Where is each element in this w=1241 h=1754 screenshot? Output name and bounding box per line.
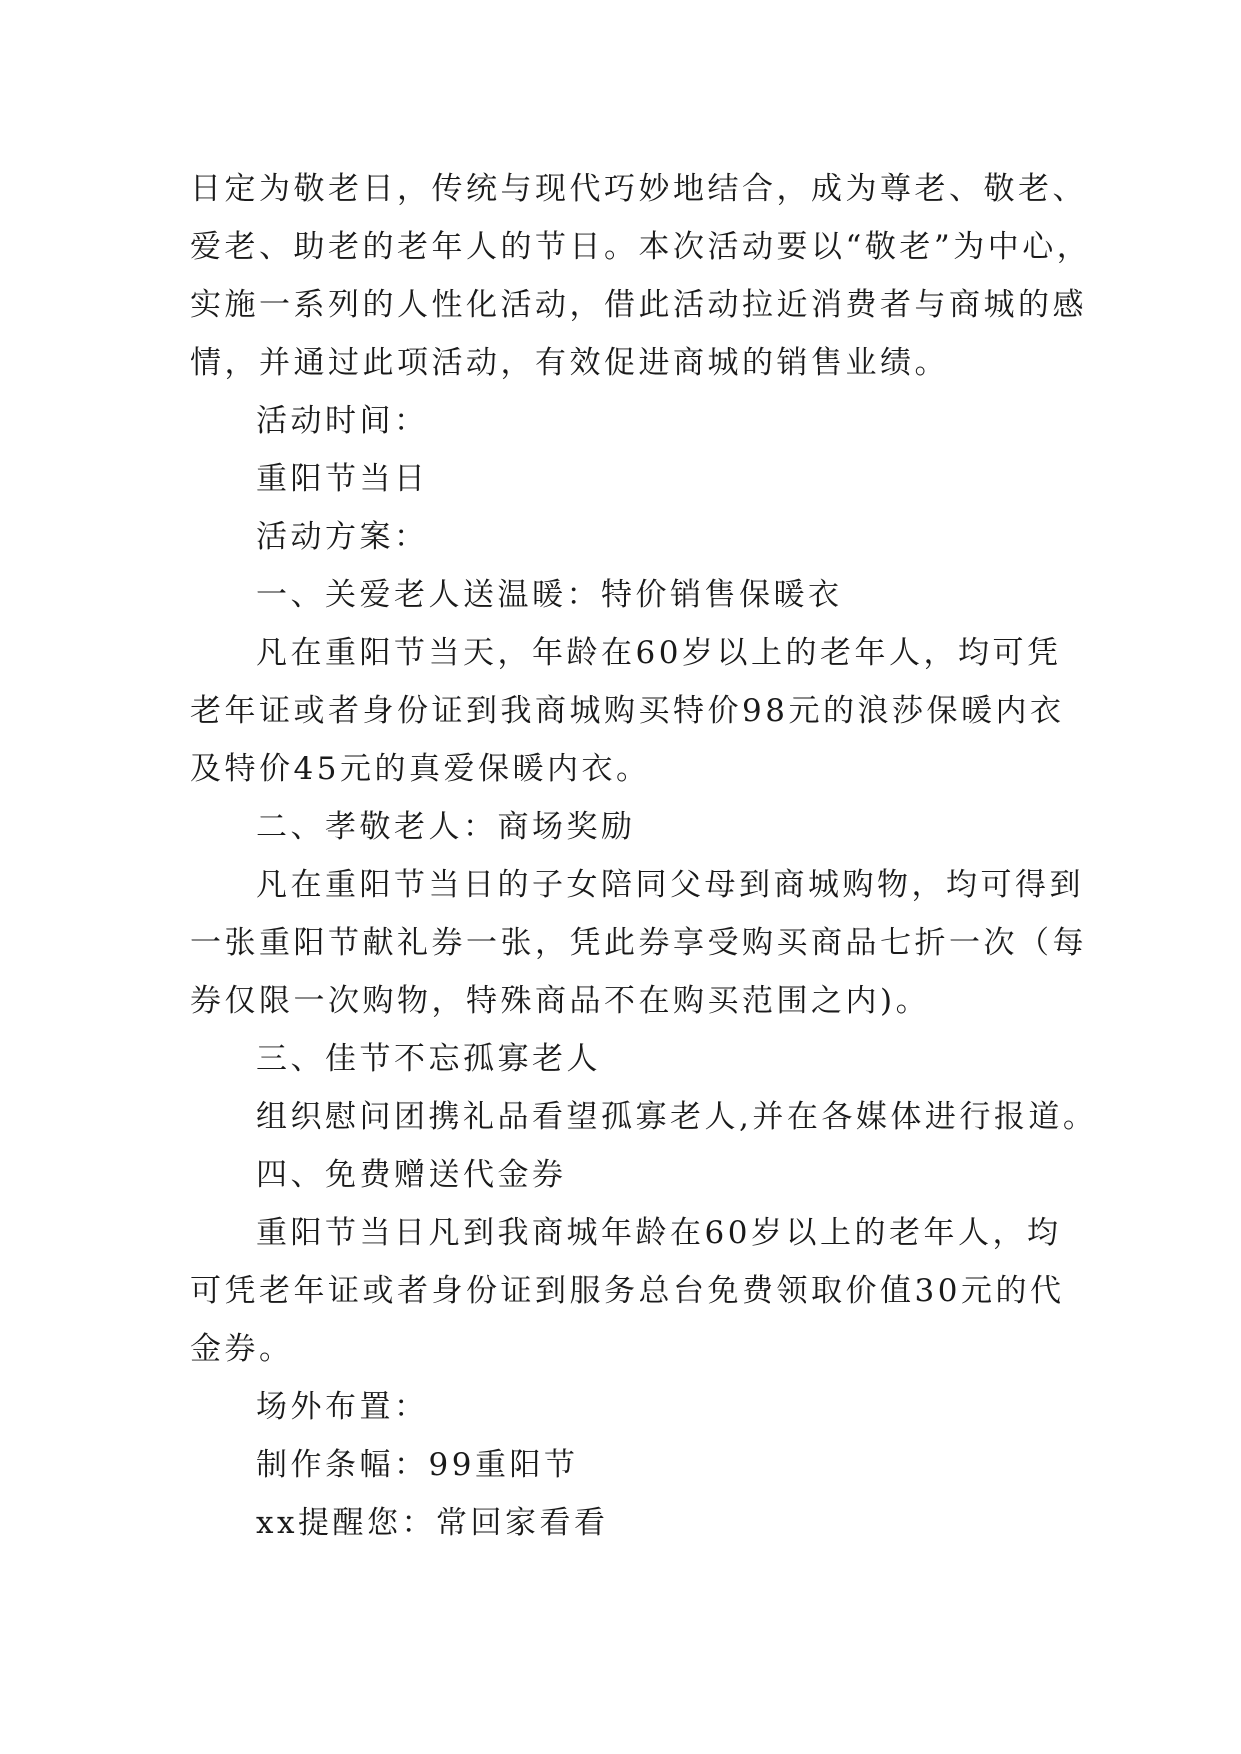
- subsection-heading: 一、关爱老人送温暖：特价销售保暖衣: [256, 577, 843, 613]
- subsection-heading: 三、佳节不忘孤寡老人: [256, 1041, 601, 1077]
- paragraph-line: 重阳节当日: [256, 461, 429, 497]
- paragraph-line: 日定为敬老日，传统与现代巧妙地结合，成为尊老、敬老、: [190, 171, 1087, 207]
- paragraph-line: 制作条幅：99重阳节: [256, 1447, 579, 1483]
- subsection-heading: 四、免费赠送代金券: [256, 1157, 567, 1193]
- paragraph-line: 及特价45元的真爱保暖内衣。: [190, 751, 651, 787]
- paragraph-line: 券仅限一次购物，特殊商品不在购买范围之内)。: [190, 983, 931, 1019]
- paragraph-line: 一张重阳节献礼券一张，凭此券享受购买商品七折一次（每: [190, 925, 1087, 961]
- document-body: [190, 160, 1098, 1552]
- paragraph-line: 金券。: [190, 1331, 294, 1367]
- paragraph-line: 实施一系列的人性化活动，借此活动拉近消费者与商城的感: [190, 287, 1087, 323]
- paragraph-line: 凡在重阳节当天，年龄在60岁以上的老年人，均可凭: [256, 635, 1062, 671]
- paragraph-line: 重阳节当日凡到我商城年龄在60岁以上的老年人，均: [256, 1215, 1062, 1251]
- paragraph-line: 可凭老年证或者身份证到服务总台免费领取价值30元的代: [190, 1273, 1065, 1309]
- paragraph-line: 凡在重阳节当日的子女陪同父母到商城购物，均可得到: [256, 867, 1084, 903]
- paragraph-line: 情，并通过此项活动，有效促进商城的销售业绩。: [190, 345, 949, 381]
- section-heading: 活动时间：: [256, 403, 429, 439]
- paragraph-line: 组织慰问团携礼品看望孤寡老人,并在各媒体进行报道。: [256, 1099, 1098, 1135]
- paragraph-line: 老年证或者身份证到我商城购买特价98元的浪莎保暖内衣: [190, 693, 1065, 729]
- section-heading: 场外布置：: [256, 1389, 429, 1425]
- section-heading: 活动方案：: [256, 519, 429, 555]
- paragraph-line: 爱老、助老的老年人的节日。本次活动要以“敬老”为中心，: [190, 229, 1092, 265]
- paragraph-line: xx提醒您：常回家看看: [256, 1505, 609, 1541]
- subsection-heading: 二、孝敬老人：商场奖励: [256, 809, 636, 845]
